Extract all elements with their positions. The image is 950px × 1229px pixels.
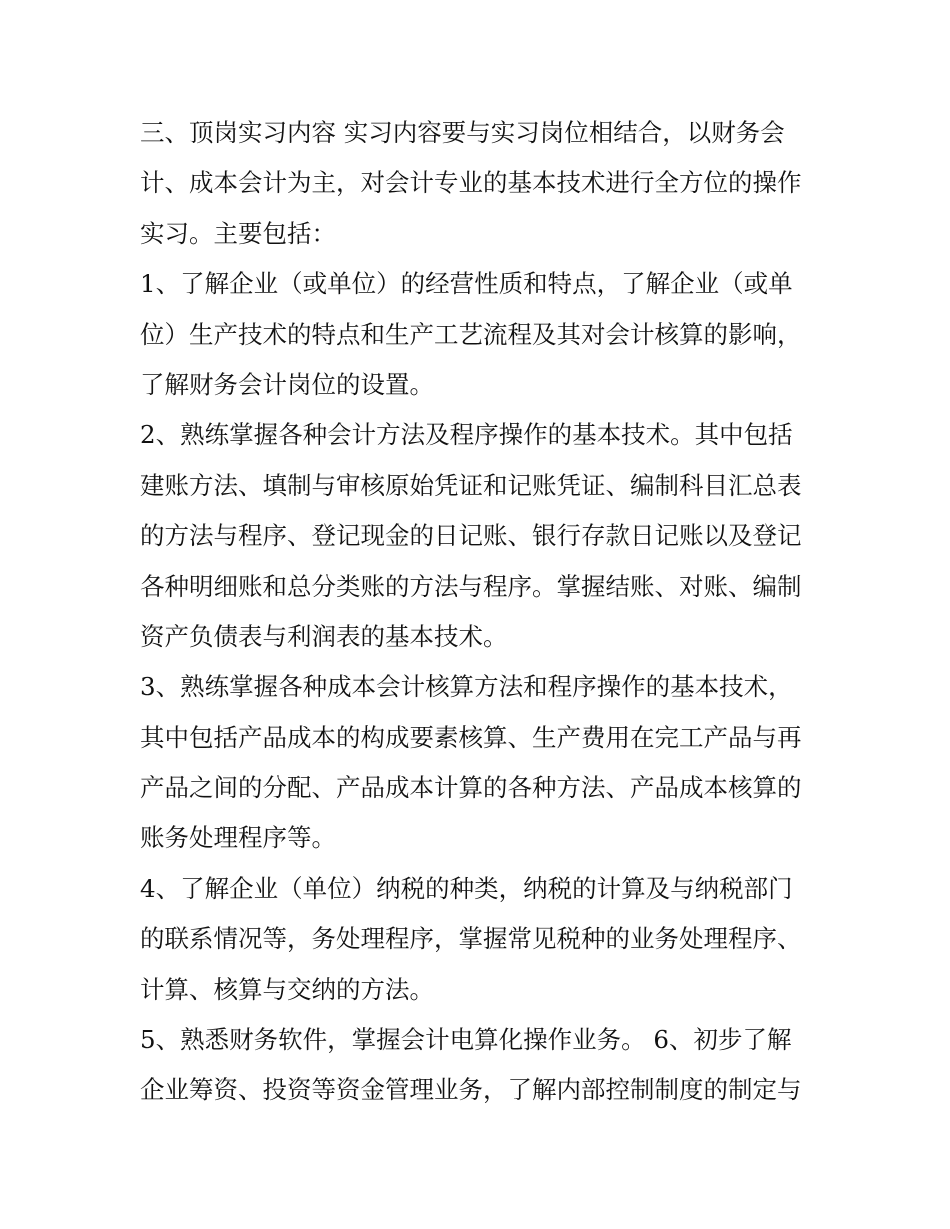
document-body (140, 108, 820, 1116)
text-line-17: 的联系情况等，务处理程序，掌握常见税种的业务处理程序、 (140, 924, 802, 954)
text-line-12: 3、熟练掌握各种成本会计核算方法和程序操作的基本技术， (140, 672, 793, 702)
text-line-4: 1、了解企业（或单位）的经营性质和特点，了解企业（或单 (140, 269, 793, 299)
text-line-11: 资产负债表与利润表的基本技术。 (140, 621, 508, 651)
text-line-8: 建账方法、填制与审核原始凭证和记账凭证、编制科目汇总表 (140, 470, 802, 500)
text-line-15: 账务处理程序等。 (140, 823, 336, 853)
text-line-5: 位）生产技术的特点和生产工艺流程及其对会计核算的影响， (140, 319, 802, 349)
text-line-6: 了解财务会计岗位的设置。 (140, 369, 434, 399)
text-line-14: 产品之间的分配、产品成本计算的各种方法、产品成本核算的 (140, 773, 802, 803)
text-line-18: 计算、核算与交纳的方法。 (140, 974, 434, 1004)
text-line-9: 的方法与程序、登记现金的日记账、银行存款日记账以及登记 (140, 521, 802, 551)
text-line-16: 4、了解企业（单位）纳税的种类，纳税的计算及与纳税部门 (140, 873, 793, 903)
text-line-13: 其中包括产品成本的构成要素核算、生产费用在完工产品与再 (140, 722, 802, 752)
text-line-19: 5、熟悉财务软件，掌握会计电算化操作业务。 6、初步了解 (140, 1025, 792, 1055)
text-line-2: 计、成本会计为主，对会计专业的基本技术进行全方位的操作 (140, 168, 802, 198)
text-line-3: 实习。主要包括： (140, 218, 336, 248)
text-line-10: 各种明细账和总分类账的方法与程序。掌握结账、对账、编制 (140, 571, 802, 601)
text-line-20: 企业筹资、投资等资金管理业务，了解内部控制制度的制定与 (140, 1075, 802, 1105)
text-line-7: 2、熟练掌握各种会计方法及程序操作的基本技术。其中包括 (140, 420, 793, 450)
text-line-1: 三、顶岗实习内容 实习内容要与实习岗位相结合，以财务会 (140, 118, 785, 147)
